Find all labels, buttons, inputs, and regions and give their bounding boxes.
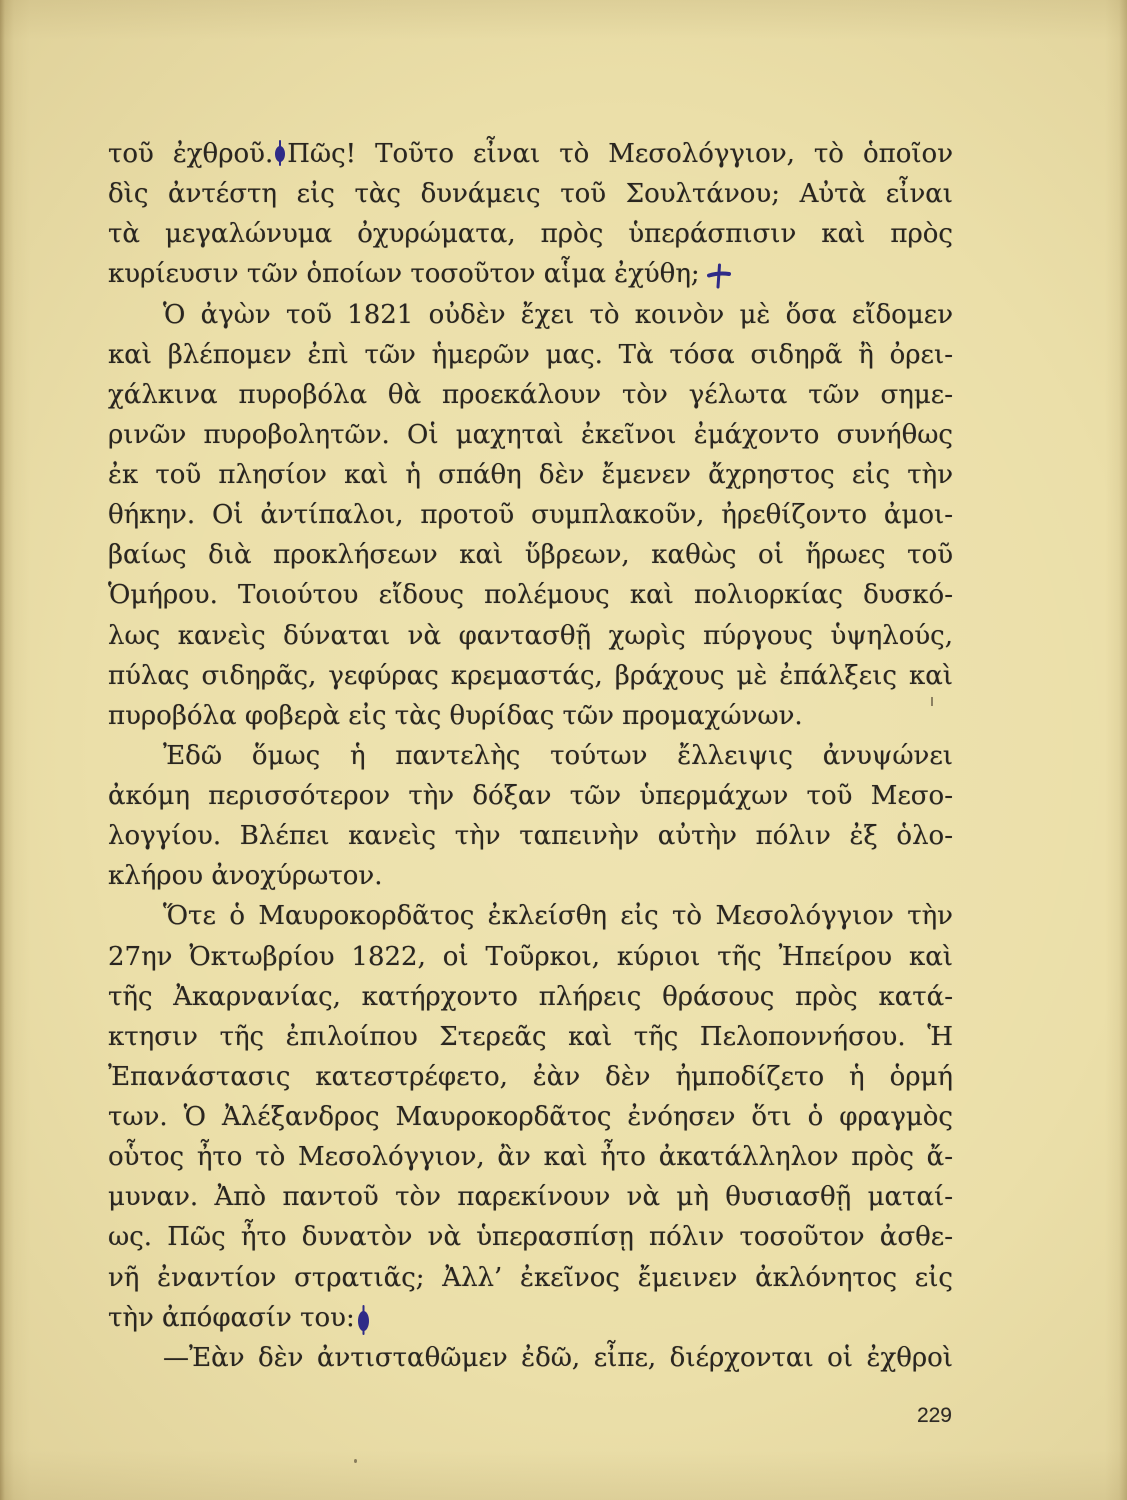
text-line: θήκην. Οἱ ἀντίπαλοι, προτοῦ συμπλακοῦν, ἠρεθίζοντο ἀμοι- <box>108 500 953 531</box>
paragraph <box>108 134 953 295</box>
text-segment: τοῦ ἐχθροῦ. <box>108 139 274 169</box>
text-segment: κυρίευσιν τῶν ὁποίων τοσοῦτον αἷμα ἐχύθη; <box>108 259 700 290</box>
text-line: ἐκ τοῦ πλησίον καὶ ἡ σπάθη δὲν ἔμενεν ἄχρηστος εἰς τὴν <box>108 460 953 490</box>
text-line: καὶ βλέπομεν ἐπὶ τῶν ἡμερῶν μας. Τὰ τόσα σιδηρᾶ ἢ ὀρει- <box>108 339 953 370</box>
text-line: ρινῶν πυροβολητῶν. Οἱ μαχηταὶ ἐκεῖνοι ἐμάχοντο συνήθως <box>108 419 953 450</box>
text-segment: τὴν ἀπόφασίν του: <box>108 1302 355 1333</box>
text-line: πύλας σιδηρᾶς, γεφύρας κρεμαστάς, βράχους μὲ ἐπάλξεις καὶ <box>108 660 953 691</box>
text-line: τὰ μεγαλώνυμα ὀχυρώματα, πρὸς ὑπεράσπισιν καὶ πρὸς <box>108 219 953 250</box>
text-line: χάλκινα πυροβόλα θὰ προεκάλουν τὸν γέλωτα τῶν σημε- <box>108 379 953 410</box>
text-line: Ὁμήρου. Τοιούτου εἴδους πολέμους καὶ πολιορκίας δυσκό- <box>108 580 953 611</box>
text-line: —Ἐὰν δὲν ἀντισταθῶμεν ἐδῶ, εἶπε, διέρχονται οἱ ἐχθροὶ <box>163 1342 953 1373</box>
text-line: Ὁ ἀγὼν τοῦ 1821 οὐδὲν ἔχει τὸ κοινὸν μὲ ὅσα εἴδομεν <box>163 299 953 330</box>
text-line: των. Ὁ Ἀλέξανδρος Μαυροκορδᾶτος ἐνόησεν ὅτι ὁ φραγμὸς <box>108 1102 953 1132</box>
text-line: βαίως διὰ προκλήσεων καὶ ὕβρεων, καθὼς οἱ ἥρωες τοῦ <box>108 540 953 571</box>
text-line: 27ην Ὀκτωβρίου 1822, οἱ Τοῦρκοι, κύριοι τῆς Ἠπείρου καὶ <box>108 941 953 972</box>
ink-blob-mark <box>274 140 286 166</box>
paragraph <box>108 295 953 736</box>
text-line: λογγίου. Βλέπει κανεὶς τὴν ταπεινὴν αὐτὴν πόλιν ἐξ ὁλο- <box>108 821 953 852</box>
text-line: οὗτος ἦτο τὸ Μεσολόγγιον, ἂν καὶ ἦτο ἀκατάλληλον πρὸς ἄ- <box>108 1142 953 1173</box>
text-line: ως. Πῶς ἦτο δυνατὸν νὰ ὑπερασπίσῃ πόλιν τοσοῦτον ἀσθε- <box>108 1222 953 1253</box>
page-number: 229 <box>916 1404 952 1427</box>
text-line: λως κανεὶς δύναται νὰ φαντασθῇ χωρὶς πύργους ὑψηλούς, <box>108 620 953 651</box>
paragraph <box>108 1338 953 1378</box>
ink-cross-mark <box>707 263 731 289</box>
text-line <box>108 134 953 174</box>
text-line: Ἐπανάστασις κατεστρέφετο, ἐὰν δὲν ἠμποδίζετο ἡ ὁρμή <box>108 1061 953 1092</box>
text-line: Ὅτε ὁ Μαυροκορδᾶτος ἐκλείσθη εἰς τὸ Μεσολόγγιον τὴν <box>163 901 953 932</box>
text-segment: Πῶς! Τοῦτο εἶναι τὸ Μεσολόγγιον, τὸ ὁποῖον <box>287 139 953 169</box>
text-line: δὶς ἀντέστη εἰς τὰς δυνάμεις τοῦ Σουλτάνου; Αὐτὰ εἶναι <box>108 179 953 210</box>
text-line: Ἐδῶ ὅμως ἡ παντελὴς τούτων ἔλλειψις ἀνυψώνει <box>163 740 953 771</box>
body-text <box>108 134 953 1378</box>
text-line: πυροβόλα φοβερὰ εἰς τὰς θυρίδας τῶν προμαχώνων. <box>108 700 803 731</box>
text-line <box>108 254 953 294</box>
text-line: μυναν. Ἀπὸ παντοῦ τὸν παρεκίνουν νὰ μὴ θυσιασθῇ ματαί- <box>108 1182 953 1213</box>
text-line: ἀκόμη περισσότερον τὴν δόξαν τῶν ὑπερμάχων τοῦ Μεσο- <box>108 781 953 811</box>
paragraph <box>108 736 953 897</box>
text-line: κλήρου ἀνοχύρωτον. <box>108 861 383 892</box>
paragraph <box>108 896 953 1337</box>
text-line <box>108 1298 953 1338</box>
text-line: κτησιν τῆς ἐπιλοίπου Στερεᾶς καὶ τῆς Πελοποννήσου. Ἡ <box>108 1021 953 1052</box>
text-line: νῆ ἐναντίον στρατιᾶς; Ἀλλ’ ἐκεῖνος ἔμεινεν ἀκλόνητος εἰς <box>108 1262 953 1293</box>
paper-speck <box>354 1459 357 1463</box>
paper-speck <box>931 697 933 706</box>
ink-blob-mark <box>357 1305 370 1335</box>
text-line: τῆς Ἀκαρνανίας, κατήρχοντο πλήρεις θράσους πρὸς κατά- <box>108 981 953 1012</box>
